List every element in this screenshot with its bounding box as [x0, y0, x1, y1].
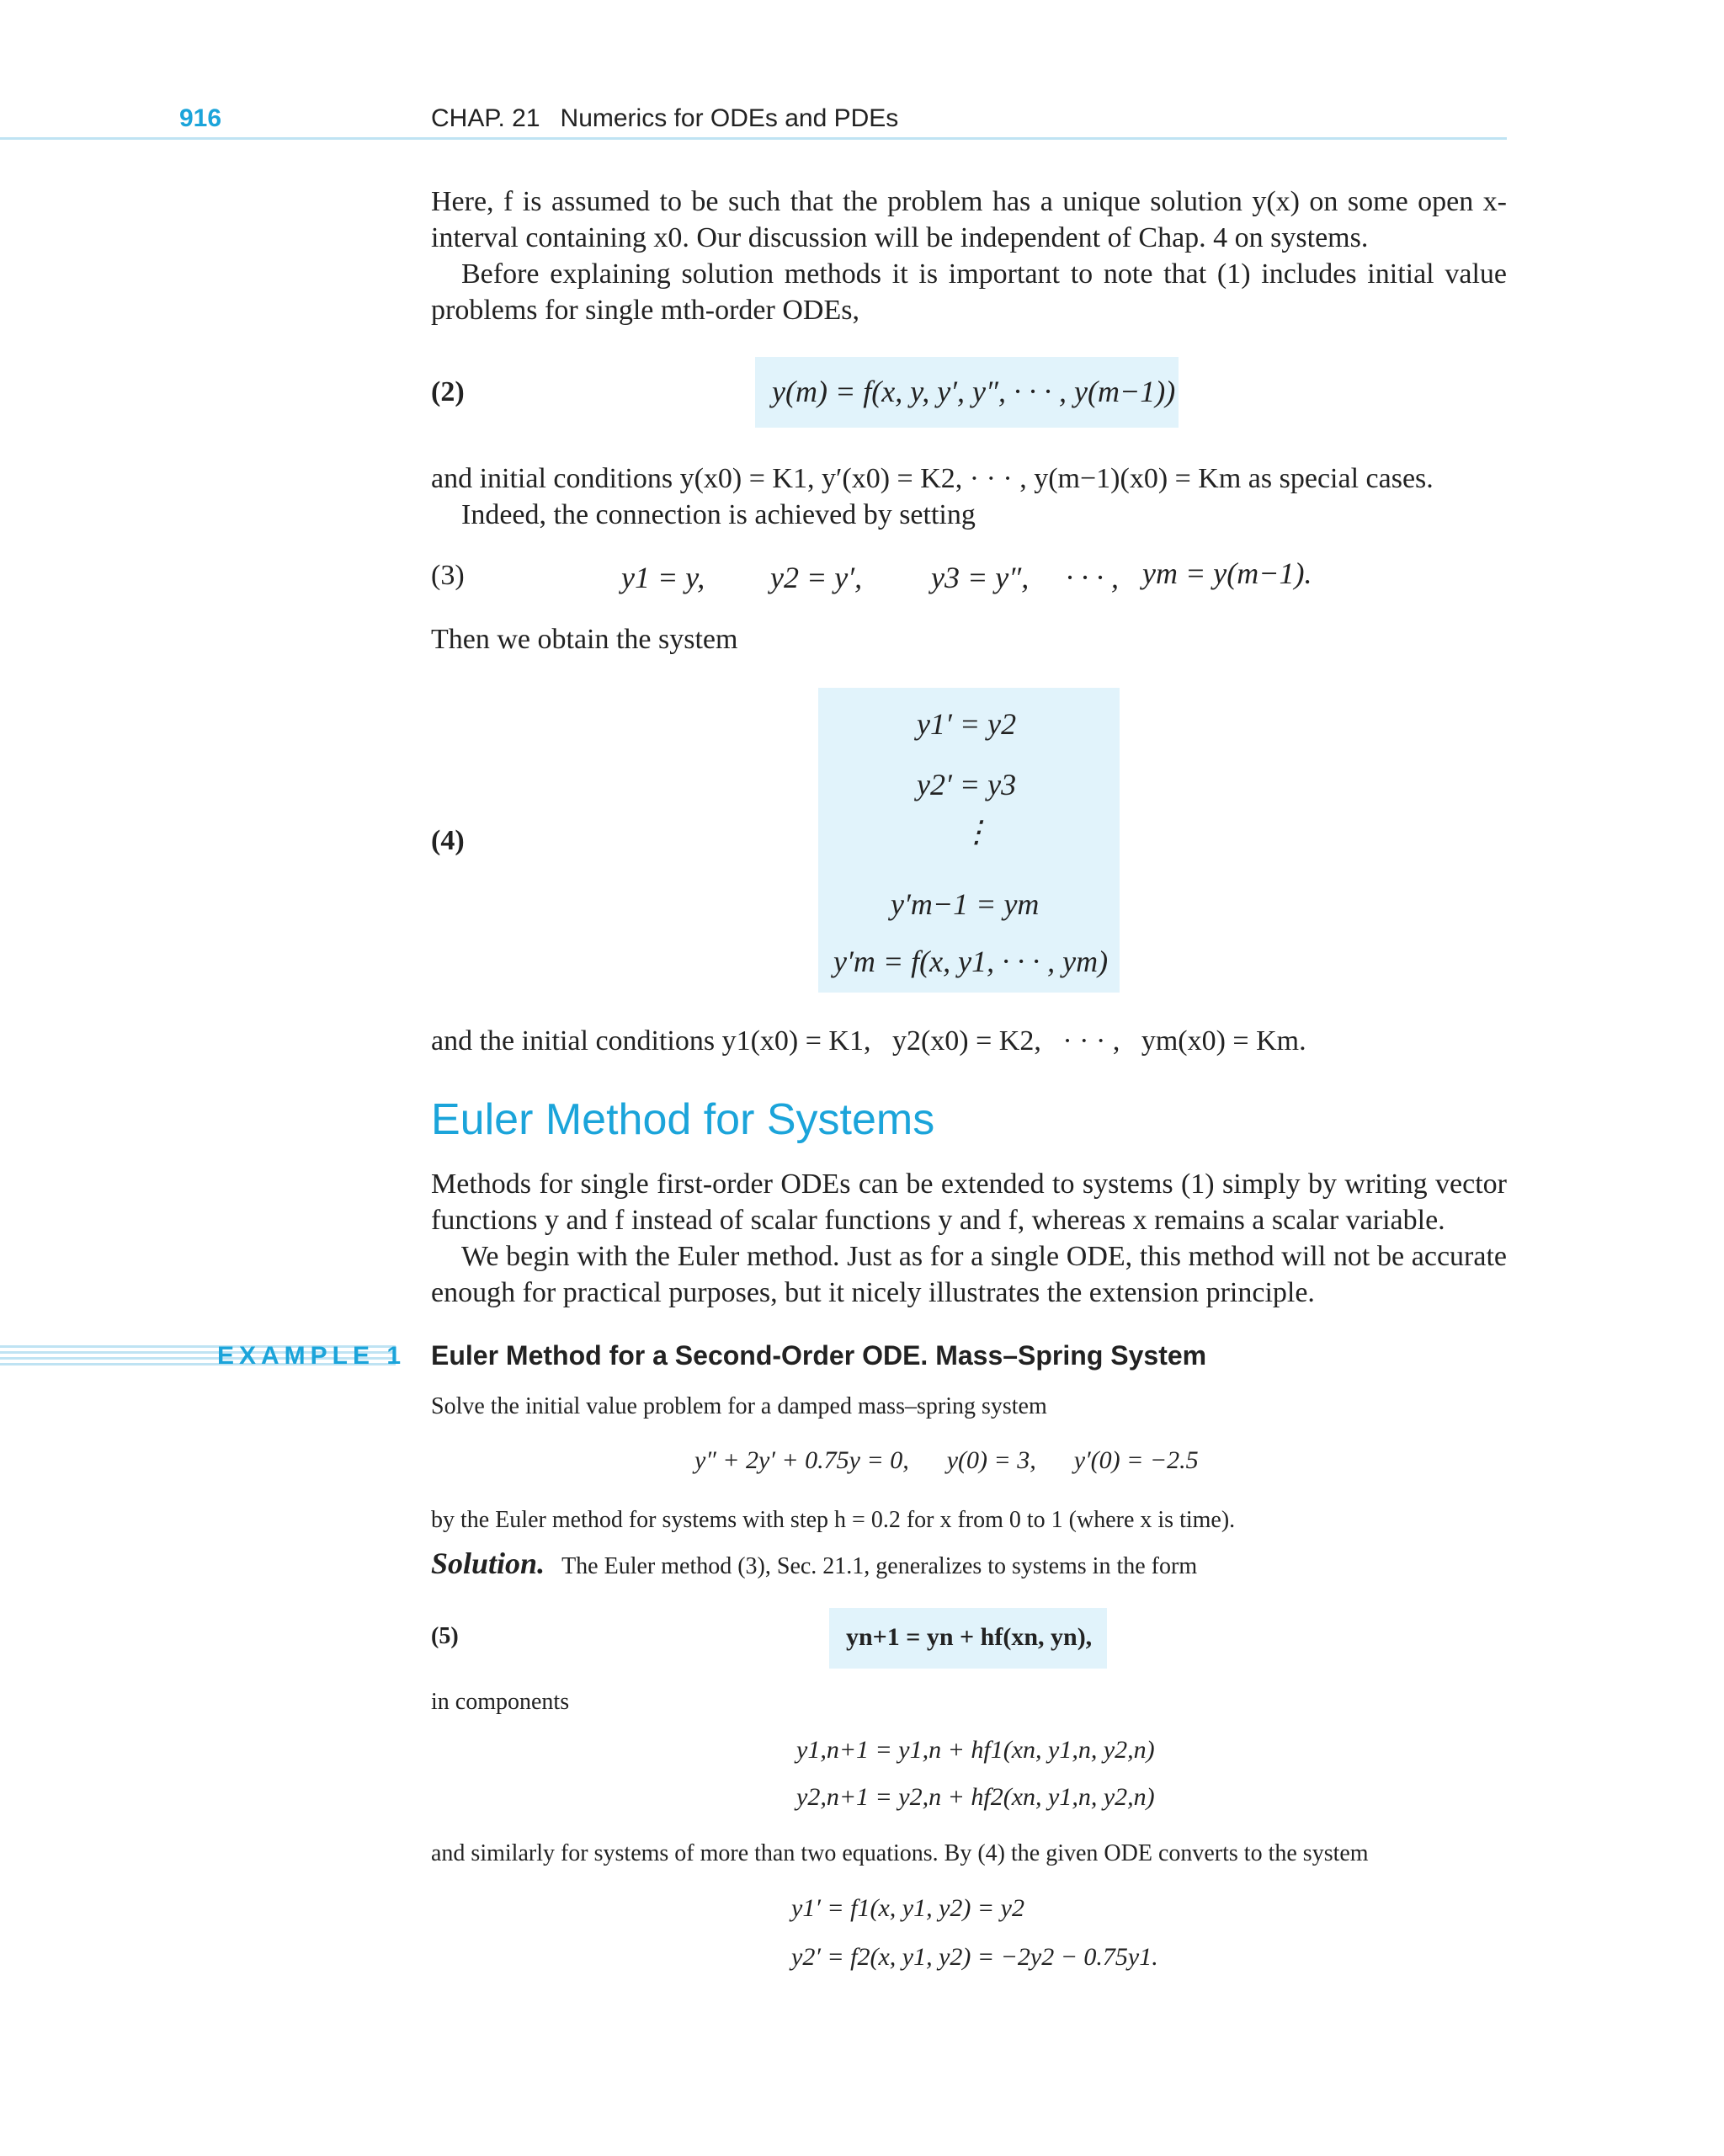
component-line-1: y1,n+1 = y1,n + hf1(xn, y1,n, y2,n) — [796, 1736, 1155, 1764]
section-heading: Euler Method for Systems — [431, 1095, 935, 1144]
eq3-term-4: · · · , — [1066, 561, 1119, 594]
header-rule — [0, 137, 1507, 140]
eq4-box — [818, 688, 1120, 993]
component-line-2: y2,n+1 = y2,n + hf2(xn, y1,n, y2,n) — [796, 1783, 1155, 1811]
in-components-text: in components — [431, 1689, 570, 1715]
system-line-2: y2′ = f2(x, y1, y2) = −2y2 − 0.75y1. — [791, 1943, 1158, 1971]
section-para-2: We begin with the Euler method. Just as for a single ODE, this method will not be accurate enough for practical purposes, but it nicely illustrates the extension principle. — [431, 1241, 1507, 1308]
eq4-label: (4) — [431, 825, 465, 856]
eq4-line-1: y1′ = y2 — [917, 707, 1017, 741]
section-paragraph — [431, 1166, 1507, 1311]
intro-line-2: Before explaining solution methods it is important to note that (1) includes initial value problems for single mth-order ODEs, — [431, 258, 1507, 326]
eq4-vdots: ⋮ — [961, 815, 992, 849]
eq3-term-3: y3 = y″, — [931, 561, 1030, 594]
after-eq2-line-2: Indeed, the connection is achieved by setting — [461, 499, 976, 530]
then-text: Then we obtain the system — [431, 624, 738, 655]
after-eq2-paragraph — [431, 460, 1507, 533]
eq3-term-2: y2 = y′, — [770, 561, 863, 594]
eq3-term-5: ym = y(m−1). — [1142, 556, 1312, 590]
page-number: 916 — [179, 104, 222, 132]
solution-label: Solution. — [431, 1546, 545, 1580]
example-ode: y″ + 2y′ + 0.75y = 0, y(0) = 3, y′(0) = −2.5 — [694, 1446, 1199, 1474]
eq4-line-4: y′m−1 = ym — [891, 887, 1040, 921]
eq4-line-2: y2′ = y3 — [917, 768, 1017, 801]
example-problem-text: Solve the initial value problem for a damped mass–spring system — [431, 1393, 1047, 1419]
intro-line-1: Here, f is assumed to be such that the problem has a unique solution y(x) on some open x-interval containing x0. Our discussion will be independent of Chap. 4 on systems. — [431, 186, 1507, 253]
example-label: EXAMPLE 1 — [217, 1342, 407, 1370]
system-line-1: y1′ = f1(x, y1, y2) = y2 — [791, 1894, 1024, 1922]
eq2-box — [755, 357, 1179, 428]
eq4-line-5: y′m = f(x, y1, · · · , ym) — [833, 945, 1109, 978]
running-head — [431, 104, 898, 133]
chapter-number: CHAP. 21 — [431, 104, 540, 132]
example-title: Euler Method for a Second-Order ODE. Mass–Spring System — [431, 1340, 1207, 1371]
example-by-text: by the Euler method for systems with step h = 0.2 for x from 0 to 1 (where x is time). — [431, 1507, 1236, 1533]
after-eq2-line-1: and initial conditions y(x0) = K1, y′(x0) = K2, · · · , y(m−1)(x0) = Km as special cases. — [431, 463, 1434, 494]
solution-line — [431, 1546, 1197, 1581]
intro-paragraph — [431, 184, 1507, 328]
section-para-1: Methods for single first-order ODEs can be extended to systems (1) simply by writing vector functions y and f instead of scalar functions y and f, whereas x remains a scalar variable. — [431, 1168, 1507, 1236]
eq2-label: (2) — [431, 376, 465, 407]
chapter-title: Numerics for ODEs and PDEs — [560, 104, 899, 132]
eq5-box — [829, 1608, 1107, 1669]
eq2-formula: y(m) = f(x, y, y′, y″, · · · , y(m−1)) — [772, 375, 1176, 408]
eq5-label: (5) — [431, 1623, 459, 1649]
eq3-label: (3) — [431, 560, 465, 591]
initial-conditions-text: and the initial conditions y1(x0) = K1, y2(x0) = K2, · · · , ym(x0) = Km. — [431, 1025, 1306, 1057]
similarly-text: and similarly for systems of more than two equations. By (4) the given ODE converts to the system — [431, 1840, 1369, 1866]
eq5-formula: yn+1 = yn + hf(xn, yn), — [846, 1623, 1093, 1651]
solution-text: The Euler method (3), Sec. 21.1, generalizes to systems in the form — [561, 1553, 1198, 1579]
eq3-term-1: y1 = y, — [621, 561, 705, 594]
